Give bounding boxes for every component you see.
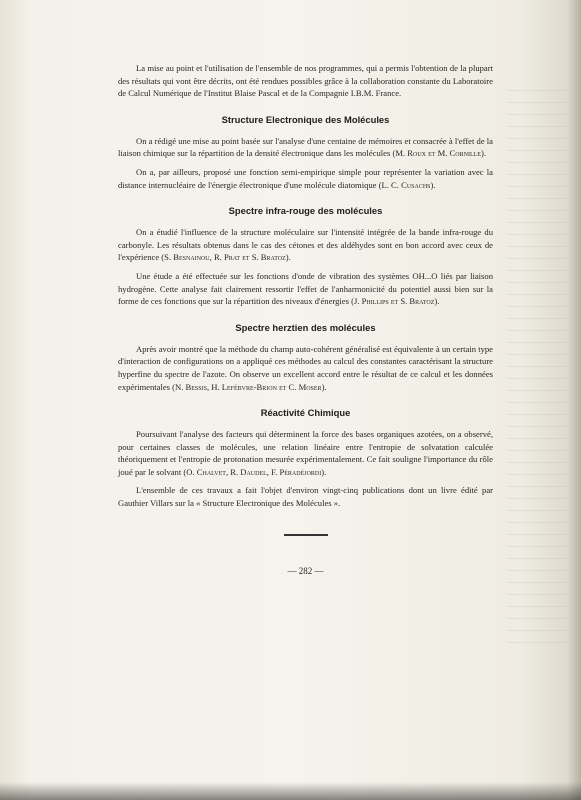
paragraph-end: ). bbox=[321, 466, 327, 477]
authors: L. C. Cusachs bbox=[381, 179, 431, 190]
page-number: — 282 — bbox=[287, 565, 324, 576]
paragraph-end: ). bbox=[285, 252, 291, 263]
paragraph-end: ). bbox=[480, 148, 486, 159]
authors: O. Chalvet, R. Daudel, F. Péradéjordi bbox=[186, 466, 322, 477]
paragraph bbox=[118, 343, 493, 393]
closing-rule bbox=[284, 534, 328, 536]
paragraph-end: ). bbox=[321, 381, 327, 392]
paragraph-text: On a, par ailleurs, proposé une fonction semi-empirique simple pour représenter la variation avec la distance internucléaire de l'énergie électronique d'une molécule diatomique ( bbox=[118, 166, 493, 190]
bleed-through-texture bbox=[507, 90, 567, 650]
section-title-structure: Structure Electronique des Molécules bbox=[221, 113, 390, 125]
paragraph bbox=[118, 166, 493, 191]
paragraph bbox=[118, 226, 493, 264]
paragraph-text: On a étudié l'influence de la structure moléculaire sur l'intensité intégrée de la bande infra-rouge du carbonyle. Les résultats obtenus dans le cas des cétones et des aldéhydes sont en bon accord avec ceux de l'expérience ( bbox=[118, 227, 493, 263]
page-edge-shadow bbox=[567, 0, 581, 800]
section-title-reactivity: Réactivité Chimique bbox=[260, 407, 351, 419]
scan-bottom-edge bbox=[0, 782, 581, 800]
document-body bbox=[118, 62, 493, 576]
paragraph-text: L'ensemble de ces travaux a fait l'objet d'environ vingt-cinq publications dont un livre édité par Gauthier Villars sur la « Structure Electronique des Molécules ». bbox=[118, 485, 493, 509]
paragraph bbox=[118, 484, 493, 509]
authors: N. Bessis, H. Lefèbvre-Brion et C. Moser bbox=[175, 381, 322, 392]
paragraph bbox=[118, 270, 493, 308]
paragraph-text: On a rédigé une mise au point basée sur l'analyse d'une centaine de mémoires et consacrée à l'effet de la liaison chimique sur la répartition de la densité électronique dans les molécules ( bbox=[118, 135, 493, 159]
authors: S. Besnainou, R. Prat et S. Bratoz bbox=[164, 252, 286, 263]
authors: M. Roux et M. Cornille bbox=[395, 148, 481, 159]
paragraph bbox=[118, 428, 493, 478]
section-title-hertzian: Spectre herztien des molécules bbox=[235, 321, 376, 333]
section-title-infrared: Spectre infra-rouge des molécules bbox=[228, 205, 383, 217]
authors: J. Phillips et S. Bratoz bbox=[353, 296, 435, 307]
paragraph-text: Après avoir montré que la méthode du champ auto-cohérent généralisé est équivalente à un certain type d'interaction de configurations on a appliqué ces méthodes au calcul des constantes caractérisant la structure hyperfine du spectre de l'azote. On observe un excellent accord entre le résultat de ce calcul et les données expérimentales ( bbox=[118, 343, 493, 392]
paragraph bbox=[118, 135, 493, 160]
paragraph-end: ). bbox=[430, 179, 436, 190]
paragraph-text: Poursuivant l'analyse des facteurs qui déterminent la force des bases organiques azotées, on a observé, pour certaines classes de molécules, une relation linéaire entre l'entropie de solvatation calculée théoriquement et l'entropie de protonation mesurée expérimentalement. Ce fait souligne l'importance du rôle joué par le solvant ( bbox=[118, 429, 493, 477]
intro-paragraph: La mise au point et l'utilisation de l'ensemble de nos programmes, qui a permis l'obtention de la plupart des résultats qui vont être décrits, ont été rendues possibles grâce à la collaboration constante du Laboratoire de Calcul Numérique de l'Institut Blaise Pascal et de la Compagnie I.B.M. France. bbox=[118, 63, 493, 99]
paragraph-end: ). bbox=[434, 296, 440, 307]
paragraph-text: Une étude a été effectuée sur les fonctions d'onde de vibration des systèmes OH...O liés par liaison hydrogène. Cette analyse fait clairement ressortir l'effet de l'anharmonicité du potentiel aussi bien sur la forme de ces fonctions que sur la répartition des niveaux d'énergies ( bbox=[118, 270, 493, 307]
